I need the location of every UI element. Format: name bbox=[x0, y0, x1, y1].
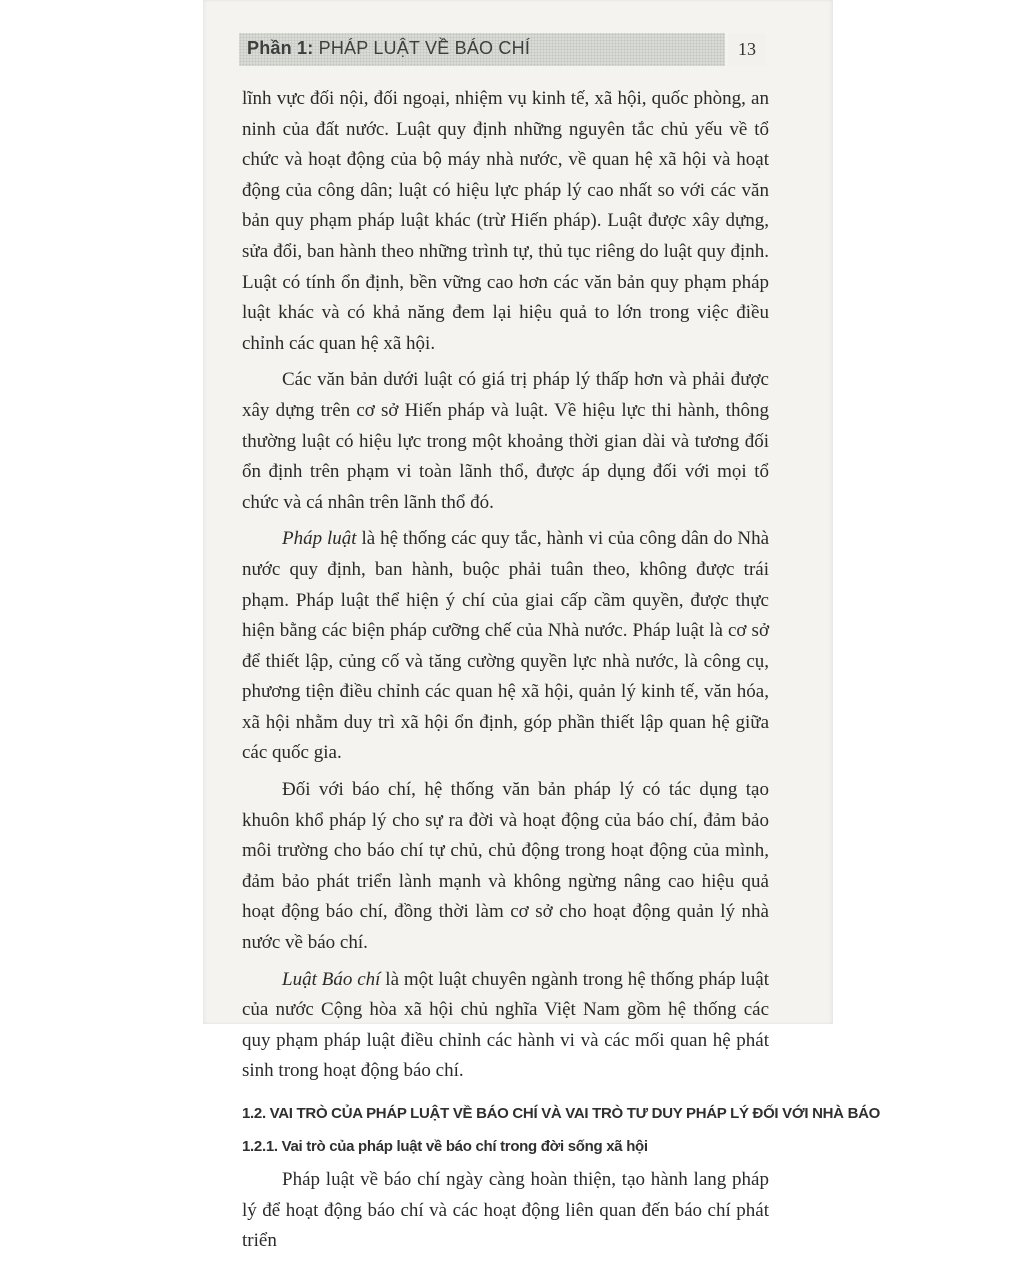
chapter-title: PHÁP LUẬT VỀ BÁO CHÍ bbox=[313, 38, 531, 58]
running-header-title bbox=[247, 38, 530, 59]
paragraph-3-text: là hệ thống các quy tắc, hành vi của công dân do Nhà nước quy định, ban hành, buộc phải tuân theo, không được trái phạm. Pháp luật thể hiện ý chí của giai cấp cầm quyền, được thực hiện bằng các biện pháp cưỡng chế của Nhà nước. Pháp luật là cơ sở để thiết lập, củng cố và tăng cường quyền lực nhà nước, là công cụ, phương tiện điều chỉnh các quan hệ xã hội, quản lý kinh tế, văn hóa, xã hội nhằm duy trì xã hội ổn định, góp phần thiết lập quan hệ giữa các quốc gia. bbox=[242, 528, 770, 764]
term-phap-luat: Pháp luật bbox=[282, 528, 357, 550]
term-luat-bao-chi: Luật Báo chí bbox=[282, 968, 381, 990]
paragraph-5-text: là một luật chuyên ngành trong hệ thống pháp luật của nước Cộng hòa xã hội chủ nghĩa Việt Nam gồm hệ thống các quy phạm pháp luật điều chỉnh các hành vi và các mối quan hệ phát sinh trong hoạt động báo chí. bbox=[242, 968, 769, 1082]
page-content bbox=[242, 84, 881, 1263]
paragraph-6: Pháp luật về báo chí ngày càng hoàn thiện, tạo hành lang pháp lý để hoạt động báo chí và các hoạt động liên quan đến báo chí phát triển bbox=[242, 1169, 769, 1252]
paragraph-5 bbox=[242, 965, 769, 1087]
paragraph-3 bbox=[242, 524, 769, 769]
page-number: 13 bbox=[725, 33, 766, 66]
paragraph-2: Các văn bản dưới luật có giá trị pháp lý thấp hơn và phải được xây dựng trên cơ sở Hiến pháp và luật. Về hiệu lực thi hành, thông thường luật có hiệu lực trong một khoảng thời gian dài và tương đối ổn định trên phạm vi toàn lãnh thổ, được áp dụng đối với mọi tổ chức và cá nhân trên lãnh thổ đó. bbox=[242, 369, 769, 513]
section-heading-1-2-1: 1.2.1. Vai trò của pháp luật về báo chí trong đời sống xã hội bbox=[242, 1138, 648, 1155]
section-heading-1-2: 1.2. VAI TRÒ CỦA PHÁP LUẬT VỀ BÁO CHÍ VÀ VAI TRÒ TƯ DUY PHÁP LÝ ĐỐI VỚI NHÀ BÁO bbox=[242, 1105, 881, 1122]
paragraph-1: lĩnh vực đối nội, đối ngoại, nhiệm vụ kinh tế, xã hội, quốc phòng, an ninh của đất nước. Luật quy định những nguyên tắc chủ yếu về tổ chức và hoạt động của bộ máy nhà nước, về quan hệ xã hội và hoạt động của công dân; luật có hiệu lực pháp lý cao nhất so với các văn bản quy phạm pháp luật khác (trừ Hiến pháp). Luật được xây dựng, sửa đổi, ban hành theo những trình tự, thủ tục riêng do luật quy định. Luật có tính ổn định, bền vững cao hơn các văn bản quy phạm pháp luật khác và có khả năng đem lại hiệu quả to lớn trong việc điều chỉnh các quan hệ xã hội. bbox=[242, 88, 769, 354]
paragraph-4: Đối với báo chí, hệ thống văn bản pháp lý có tác dụng tạo khuôn khổ pháp lý cho sự ra đời và hoạt động của báo chí, đảm bảo môi trường cho báo chí tự chủ, chủ động trong hoạt động của mình, đảm bảo phát triển lành mạnh và không ngừng nâng cao hiệu quả hoạt động báo chí, đồng thời làm cơ sở cho hoạt động quản lý nhà nước về báo chí. bbox=[242, 779, 769, 954]
part-label: Phần 1: bbox=[247, 38, 314, 58]
running-header bbox=[239, 33, 766, 66]
